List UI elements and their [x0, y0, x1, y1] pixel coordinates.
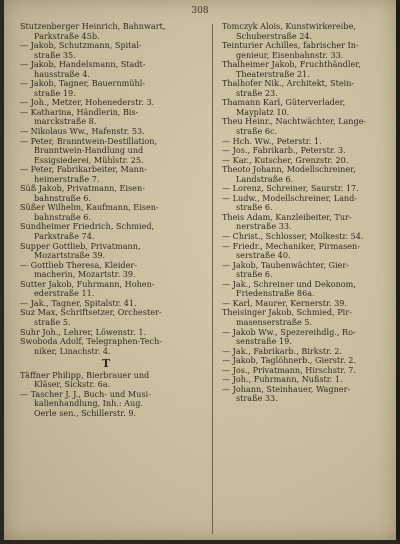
entry-continuation-line: straße 6. — [236, 269, 273, 280]
directory-entry — [222, 232, 392, 242]
entry-name-line: — Karl, Maurer, Kernerstr. 39. — [222, 298, 348, 308]
entry-continuation-line: bahnstraße 6. — [34, 211, 92, 222]
directory-entry — [222, 356, 392, 366]
entry-name-line: — Kar., Kutscher, Grenzstr. 20. — [222, 155, 349, 165]
directory-entry — [222, 156, 392, 166]
directory-entry — [222, 385, 392, 404]
directory-entry — [222, 22, 392, 41]
entry-continuation-line: straße 6. — [236, 202, 273, 213]
directory-entry — [222, 98, 392, 117]
entry-name-line: — Peter, Branntwein-Destillation, — [20, 136, 158, 146]
directory-entry — [20, 308, 192, 327]
entry-name-line: — Hch. Ww., Peterstr. 1. — [222, 136, 322, 146]
entry-name-line: Thalhofer Nik., Architekt, Stein- — [222, 79, 355, 89]
directory-entry — [222, 328, 392, 347]
entry-name-line: — Christ., Schlosser, Molkestr. 54. — [222, 232, 364, 242]
left-column — [20, 22, 192, 418]
directory-entry — [222, 213, 392, 232]
entry-continuation-line: niker, Linachstr. 4. — [34, 345, 111, 356]
entry-continuation-line: Kläser, Sickstr. 6a. — [34, 379, 111, 390]
entry-name-line: — Jos., Privatmann, Hirschstr. 7. — [222, 365, 356, 375]
right-column — [222, 22, 392, 404]
entry-name-line: — Johann, Steinhauer, Wagner- — [222, 384, 351, 394]
directory-entry — [20, 184, 192, 203]
entry-name-line: Sundheimer Friedrich, Schmied, — [20, 222, 155, 232]
entry-name-line: — Jos., Fabrikarb., Peterstr. 3. — [222, 146, 346, 156]
entry-continuation-line: Branntwein-Handlung und — [34, 145, 144, 156]
entry-name-line: Supper Gottlieb, Privatmann, — [20, 241, 141, 251]
column-divider — [212, 24, 213, 534]
entry-name-line: Süßer Wilhelm, Kaufmann, Eisen- — [20, 203, 159, 213]
directory-entry — [222, 347, 392, 357]
entry-name-line: — Jakob, Taglöhnerb., Gierstr. 2. — [222, 356, 357, 366]
entry-continuation-line: masenserstraße 5. — [236, 316, 313, 327]
entry-continuation-line: straße 5. — [34, 316, 71, 327]
entry-name-line: Täffner Philipp, Bierbrauer und — [20, 370, 150, 380]
directory-entry — [222, 261, 392, 280]
directory-entry — [20, 79, 192, 98]
entry-name-line: Sutter Jakob, Fuhrmann, Hohen- — [20, 279, 155, 289]
directory-entry — [222, 280, 392, 299]
entry-name-line: Swoboda Adolf, Telegraphen-Tech- — [20, 337, 163, 347]
entry-continuation-line: Mayplatz 10. — [236, 106, 290, 117]
entry-continuation-line: Landstraße 6. — [236, 173, 294, 184]
entry-continuation-line: ederstraße 11. — [34, 288, 95, 299]
entry-name-line: — Ludw., Modellschreiner, Land- — [222, 193, 358, 203]
entry-continuation-line: Theaterstraße 21. — [236, 68, 310, 79]
entry-continuation-line: Parkstraße 45b. — [34, 30, 100, 41]
entry-continuation-line: Parkstraße 74. — [34, 231, 95, 242]
directory-entry — [222, 117, 392, 136]
entry-name-line: Theu Heinr., Nachtwächter, Lange- — [222, 117, 367, 127]
entry-continuation-line: macherin, Mozartstr. 39. — [34, 269, 136, 280]
entry-continuation-line: Oerle sen., Schillerstr. 9. — [34, 407, 137, 418]
directory-entry — [20, 261, 192, 280]
entry-name-line: Theoto Johann, Modellschreiner, — [222, 165, 356, 175]
directory-entry — [20, 390, 192, 419]
directory-entry — [20, 165, 192, 184]
directory-entry — [222, 242, 392, 261]
entry-name-line: — Tascher J. J., Buch- und Musi- — [20, 389, 151, 399]
directory-entry — [20, 108, 192, 127]
directory-entry — [222, 41, 392, 60]
entry-name-line: — Jak., Tagner, Spitalstr. 41. — [20, 298, 137, 308]
directory-entry — [222, 308, 392, 327]
entry-name-line: Theisinger Jakob, Schmied, Pir- — [222, 308, 352, 318]
directory-entry — [20, 60, 192, 79]
directory-entry — [222, 375, 392, 385]
entry-name-line: Stutzenberger Heinrich, Bahnwart, — [20, 22, 166, 31]
entry-continuation-line: nerstraße 33. — [236, 221, 292, 232]
directory-entry — [222, 299, 392, 309]
entry-name-line: — Friedr., Mechaniker, Pirmasen- — [222, 241, 360, 251]
entry-name-line: Theis Adam, Kanzleibeiter, Tur- — [222, 212, 352, 222]
entry-name-line: Suz Max, Schriftsetzer, Orchester- — [20, 308, 162, 318]
entry-continuation-line: straße 35. — [34, 49, 76, 60]
directory-entry — [20, 203, 192, 222]
entry-name-line: — Jakob, Schutzmann, Spital- — [20, 41, 142, 51]
entry-continuation-line: bahnstraße 6. — [34, 192, 92, 203]
directory-entry — [222, 165, 392, 184]
directory-entry — [20, 371, 192, 390]
entry-continuation-line: straße 19. — [34, 87, 76, 98]
entry-name-line: — Jakob Ww., Spezereihdlg., Ro- — [222, 327, 356, 337]
entry-name-line: — Peter, Fabrikarbeiter, Mann- — [20, 165, 147, 175]
directory-entry — [20, 328, 192, 338]
entry-continuation-line: Schuberstraße 24. — [236, 30, 313, 41]
entry-name-line: Tomczyk Alois, Kunstwirkereibe, — [222, 22, 356, 31]
directory-entry — [222, 146, 392, 156]
entry-name-line: Süß Jakob, Privatmann, Eisen- — [20, 184, 145, 194]
directory-entry — [222, 79, 392, 98]
entry-continuation-line: straße 6c. — [236, 126, 278, 137]
entry-name-line: Thamann Karl, Güterverlader, — [222, 98, 346, 108]
directory-entry — [222, 60, 392, 79]
entry-name-line: — Nikolaus Ww., Hafenstr. 53. — [20, 127, 145, 137]
entry-name-line: — Katharina, Händlerin, Bis- — [20, 107, 139, 117]
entry-name-line: — Jak., Fabrikarb., Birkstr. 2. — [222, 346, 342, 356]
entry-continuation-line: Friedenstraße 86a. — [236, 288, 315, 299]
entry-name-line: — Lorenz, Schreiner, Saurstr. 17. — [222, 184, 359, 194]
directory-entry — [20, 98, 192, 108]
directory-entry — [222, 194, 392, 213]
entry-continuation-line: genieur, Eisenbahnstr. 33. — [236, 49, 344, 60]
entry-continuation-line: kalienhandlung, Inh.: Aug. — [34, 398, 143, 409]
directory-page — [4, 0, 396, 540]
directory-entry — [222, 137, 392, 147]
directory-entry — [20, 242, 192, 261]
entry-name-line: Teinturier Achilles, fabrischer In- — [222, 41, 359, 51]
entry-continuation-line: straße 33. — [236, 393, 278, 404]
entry-name-line: — Joh., Metzer, Hohenederstr. 3. — [20, 98, 155, 108]
entry-name-line: — Jakob, Handelsmann, Stadt- — [20, 60, 146, 70]
entry-continuation-line: marckstraße 8. — [34, 116, 97, 127]
directory-entry — [20, 127, 192, 137]
directory-entry — [20, 299, 192, 309]
directory-entry — [20, 137, 192, 166]
entry-name-line: Suhr Joh., Lehrer, Löwenstr. 1. — [20, 327, 147, 337]
entry-continuation-line: serstraße 40. — [236, 250, 291, 261]
directory-entry — [20, 337, 192, 356]
entry-name-line: — Jakob, Taubenwächter, Gier- — [222, 260, 349, 270]
directory-entry — [20, 280, 192, 299]
entry-name-line: — Jakob, Tagner, Bauernmühl- — [20, 79, 146, 89]
entry-continuation-line: heimerstraße 7. — [34, 173, 100, 184]
entry-name-line: — Joh., Fuhrmann, Nußstr. 1. — [222, 375, 343, 385]
directory-entry — [20, 222, 192, 241]
entry-continuation-line: hausstraße 4. — [34, 68, 90, 79]
entry-continuation-line: straße 23. — [236, 87, 278, 98]
page-number: 308 — [191, 6, 209, 16]
directory-entry — [222, 184, 392, 194]
section-letter-heading: T — [101, 357, 111, 371]
entry-name-line: — Gottlieb Theresa, Kleider- — [20, 260, 138, 270]
entry-continuation-line: Essigsiederei, Mühlstr. 25. — [34, 154, 144, 165]
entry-name-line: Thalheimer Jakob, Fruchthändler, — [222, 60, 361, 70]
entry-name-line: — Jak., Schreiner und Dekonom, — [222, 279, 356, 289]
directory-entry — [20, 41, 192, 60]
directory-entry — [222, 366, 392, 376]
entry-continuation-line: Mozartstraße 39. — [34, 250, 106, 261]
page-edge — [396, 0, 400, 540]
directory-entry — [20, 22, 192, 41]
entry-continuation-line: senstraße 19. — [236, 336, 292, 347]
